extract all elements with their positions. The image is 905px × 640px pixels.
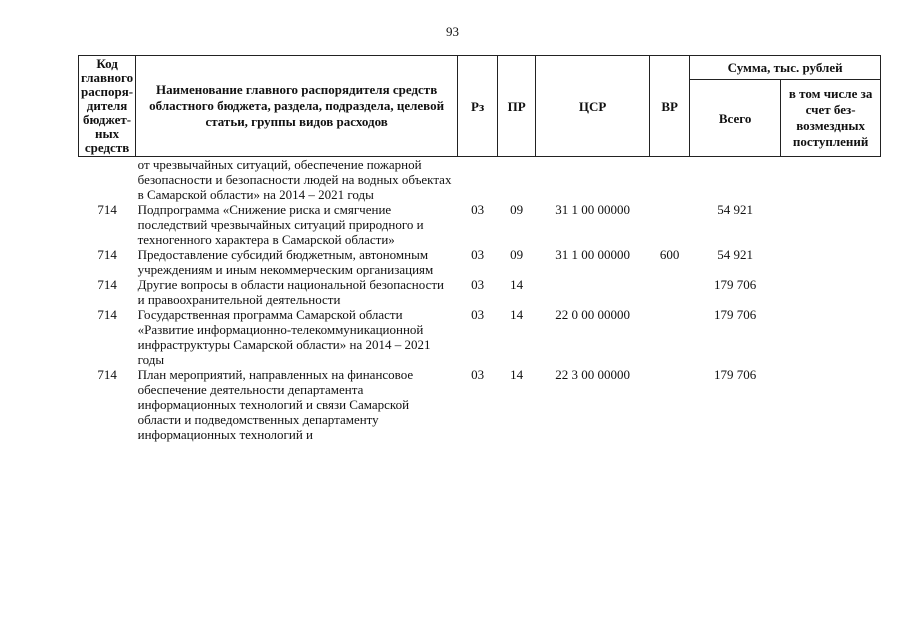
row-total: 179 706 (714, 277, 757, 292)
row-rz: 03 (471, 247, 485, 262)
table-row (79, 202, 881, 247)
row-rz: 03 (471, 202, 485, 217)
header-sum: Сумма, тыс. рублей (690, 56, 881, 80)
header-code: Код главного распоря-дителя бюджет-ных средств (79, 56, 136, 157)
row-csr: 22 3 00 00000 (555, 367, 630, 382)
table-body (79, 157, 881, 443)
row-csr: 31 1 00 00000 (555, 247, 630, 262)
row-total: 54 921 (717, 202, 753, 217)
row-incl (781, 247, 881, 277)
row-csr (536, 277, 650, 307)
row-code: 714 (97, 367, 117, 382)
table-header (79, 56, 881, 157)
row-vr: 600 (659, 247, 680, 262)
row-code: 714 (97, 202, 117, 217)
row-pr: 14 (510, 277, 524, 292)
row-incl (781, 277, 881, 307)
row-vr (650, 307, 690, 367)
row-vr (650, 277, 690, 307)
table-row (79, 157, 881, 203)
row-rz: 03 (471, 367, 485, 382)
header-name: Наименование главного распорядителя средств областного бюджета, раздела, подраздела, целевой статьи, группы видов расходов (136, 56, 458, 157)
budget-table (78, 55, 881, 442)
header-pr: ПР (498, 56, 536, 157)
row-code (79, 157, 136, 203)
row-pr: 09 (510, 247, 524, 262)
row-rz (458, 157, 498, 203)
row-csr (536, 157, 650, 203)
row-rz: 03 (471, 277, 485, 292)
table-row (79, 247, 881, 277)
row-name: Другие вопросы в области национальной безопасности и правоохранительной деятельности (137, 277, 444, 307)
row-name: Предоставление субсидий бюджетным, автономным учреждениям и иным некоммерческим организациям (137, 247, 434, 277)
table-row (79, 367, 881, 442)
row-rz: 03 (471, 307, 485, 322)
header-incl: в том числе за счет без-возмездных поступлений (781, 80, 881, 157)
row-total (690, 157, 781, 203)
row-code: 714 (97, 307, 117, 322)
row-pr: 09 (510, 202, 524, 217)
row-pr: 14 (510, 367, 524, 382)
header-vr: ВР (650, 56, 690, 157)
row-pr: 14 (510, 307, 524, 322)
row-total: 179 706 (714, 367, 757, 382)
row-total: 54 921 (717, 247, 753, 262)
row-code: 714 (97, 277, 117, 292)
row-pr (498, 157, 536, 203)
row-incl (781, 157, 881, 203)
row-code: 714 (97, 247, 117, 262)
row-name: Подпрограмма «Снижение риска и смягчение последствий чрезвычайных ситуаций природного и техногенного характера в Самарской области» (137, 202, 424, 247)
row-incl (781, 367, 881, 442)
header-csr: ЦСР (536, 56, 650, 157)
header-total: Всего (690, 80, 781, 157)
table-row (79, 307, 881, 367)
row-name: Государственная программа Самарской области «Развитие информационно-телекоммуникационной инфраструктуры Самарской области» на 2014 – 2021 годы (137, 307, 431, 367)
row-vr (650, 202, 690, 247)
row-name: План мероприятий, направленных на финансовое обеспечение деятельности департамента информационных технологий и связи Самарской области и подведомственных департаменту информационных технологий и (137, 367, 414, 442)
page-number: 93 (446, 24, 459, 39)
table-row (79, 277, 881, 307)
row-csr: 22 0 00 00000 (555, 307, 630, 322)
header-rz: Рз (458, 56, 498, 157)
row-name: от чрезвычайных ситуаций, обеспечение пожарной безопасности и безопасности людей на водных объектах в Самарской области» на 2014 – 2021 годы (137, 157, 452, 202)
row-total: 179 706 (714, 307, 757, 322)
row-vr (650, 367, 690, 442)
row-vr (650, 157, 690, 203)
row-csr: 31 1 00 00000 (555, 202, 630, 217)
row-incl (781, 202, 881, 247)
row-incl (781, 307, 881, 367)
